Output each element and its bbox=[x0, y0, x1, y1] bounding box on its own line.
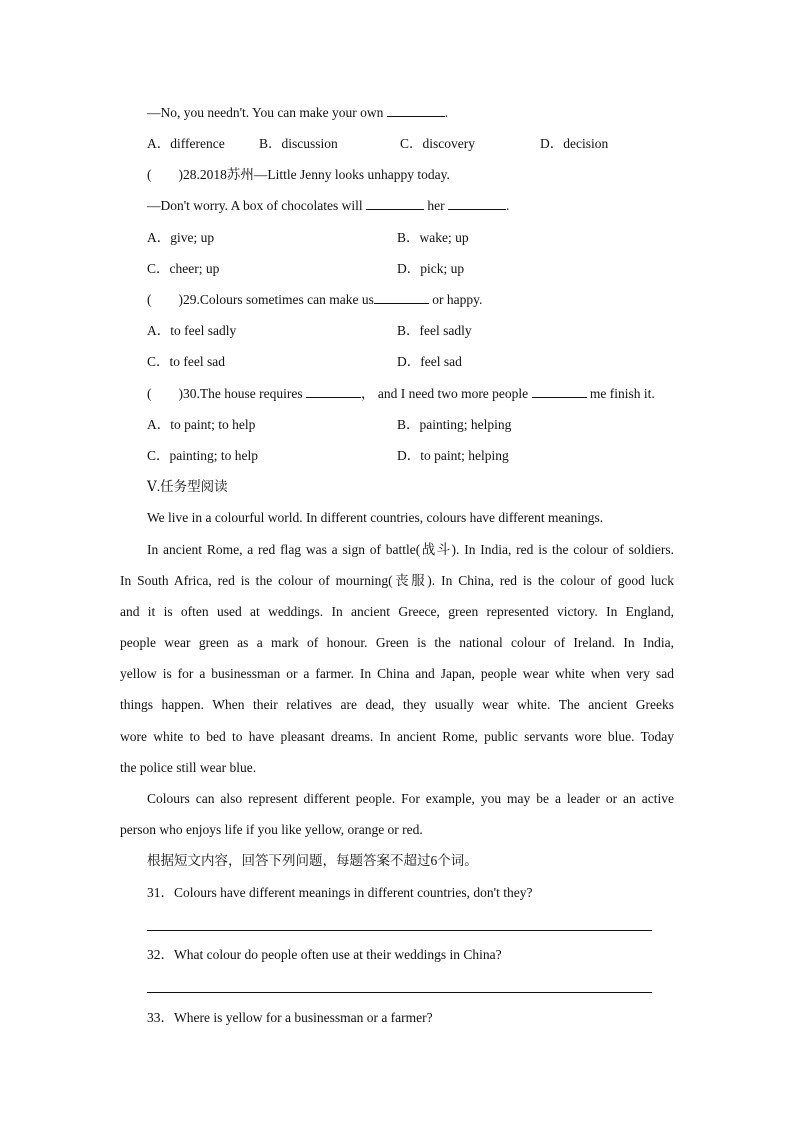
passage-line: and it is often used at weddings. In ancient Greece, green represented victory. In England, bbox=[120, 604, 674, 619]
passage-line: We live in a colourful world. In different countries, colours have different meanings. bbox=[147, 510, 604, 525]
q29-option-b[interactable]: B．feel sadly bbox=[397, 323, 472, 338]
q27-option-d[interactable]: D．decision bbox=[540, 136, 609, 151]
q29-stem: ( )29.Colours sometimes can make us or happy. bbox=[147, 292, 483, 307]
q29-option-a[interactable]: A．to feel sadly bbox=[147, 323, 237, 338]
q28-line2: —Don't worry. A box of chocolates will her . bbox=[147, 198, 510, 213]
q27-option-a[interactable]: A．difference bbox=[147, 136, 225, 151]
q30-option-d[interactable]: D．to paint; helping bbox=[397, 448, 509, 463]
passage-line: Colours can also represent different people. For example, you may be a leader or an active bbox=[147, 791, 674, 806]
q30-stem: ( )30.The house requires ， and I need two more people me finish it. bbox=[147, 386, 655, 401]
passage-line: things happen. When their relatives are dead, they usually wear white. The ancient Greeks bbox=[120, 697, 674, 712]
question-31: 31．Colours have different meanings in different countries, don't they? bbox=[147, 885, 533, 900]
q29-option-c[interactable]: C．to feel sad bbox=[147, 354, 225, 369]
section-title: Ⅴ.任务型阅读 bbox=[147, 479, 228, 494]
q28-option-a[interactable]: A．give; up bbox=[147, 230, 215, 245]
question-33: 33．Where is yellow for a businessman or a farmer? bbox=[147, 1010, 433, 1025]
question-32: 32．What colour do people often use at their weddings in China? bbox=[147, 947, 502, 962]
q28-stem: ( )28.2018苏州—Little Jenny looks unhappy today. bbox=[147, 167, 450, 182]
answer-blank[interactable] bbox=[532, 385, 587, 398]
q27-option-c[interactable]: C．discovery bbox=[400, 136, 475, 151]
answer-blank[interactable] bbox=[306, 385, 361, 398]
q27-option-b[interactable]: B．discussion bbox=[259, 136, 338, 151]
q28-option-c[interactable]: C．cheer; up bbox=[147, 261, 220, 276]
passage-line: In South Africa, red is the colour of mourning(丧服). In China, red is the colour of good luck bbox=[120, 573, 674, 588]
q27-stem: —No, you needn't. You can make your own . bbox=[147, 105, 449, 120]
passage-line: person who enjoys life if you like yellow, orange or red. bbox=[120, 822, 423, 837]
passage-line: the police still wear blue. bbox=[120, 760, 257, 775]
passage-line: yellow is for a businessman or a farmer. In China and Japan, people wear white when very sad bbox=[120, 666, 674, 681]
answer-blank[interactable] bbox=[374, 291, 429, 304]
q30-option-b[interactable]: B．painting; helping bbox=[397, 417, 512, 432]
answer-blank[interactable] bbox=[387, 104, 445, 117]
passage-line: In ancient Rome, a red flag was a sign of battle(战斗). In India, red is the colour of soldiers. bbox=[147, 542, 674, 557]
passage-line: wore white to bed to have pleasant dreams. In ancient Rome, public servants wore blue. Today bbox=[120, 729, 674, 744]
passage-line: people wear green as a mark of honour. Green is the national colour of Ireland. In India, bbox=[120, 635, 674, 650]
q29-option-d[interactable]: D．feel sad bbox=[397, 354, 462, 369]
answer-line-31[interactable] bbox=[147, 930, 652, 931]
answer-blank[interactable] bbox=[448, 197, 506, 210]
answer-blank[interactable] bbox=[366, 197, 424, 210]
task-instruction: 根据短文内容，回答下列问题，每题答案不超过6个词。 bbox=[147, 853, 478, 868]
q30-option-a[interactable]: A．to paint; to help bbox=[147, 417, 256, 432]
q28-option-b[interactable]: B．wake; up bbox=[397, 230, 469, 245]
q30-option-c[interactable]: C．painting; to help bbox=[147, 448, 258, 463]
q28-option-d[interactable]: D．pick; up bbox=[397, 261, 465, 276]
answer-line-32[interactable] bbox=[147, 992, 652, 993]
